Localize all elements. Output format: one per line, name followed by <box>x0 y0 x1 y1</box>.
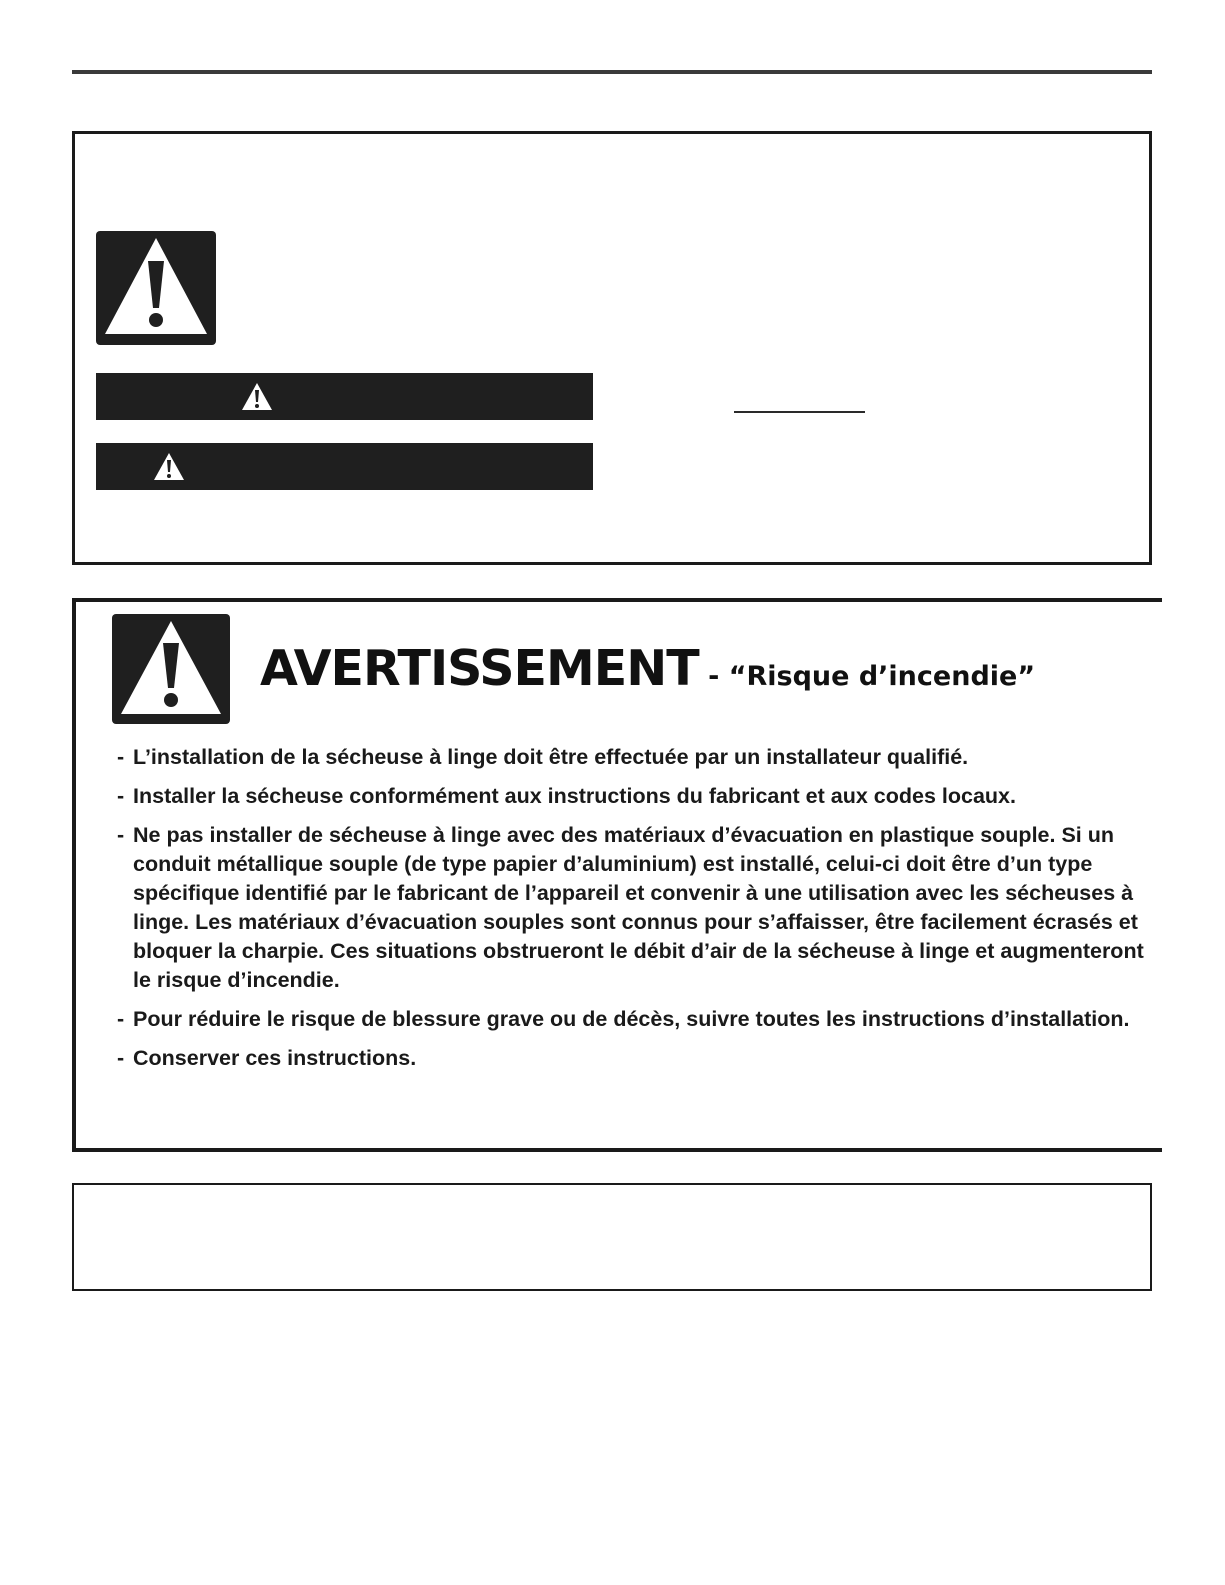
underline-mark <box>734 411 865 413</box>
warning-item: - Ne pas installer de sécheuse à linge avec des matériaux d’évacuation en plastique souple. Si un conduit métallique souple (de type papier d’aluminium) est installé, celui-ci doit être d’un type spécifique identifié par le fabricant de l’appareil et convenir à une utilisation avec les sécheuses à linge. Les matériaux d’évacuation souples sont connus pour s’affaisser, être facilement écrasés et bloquer la charpie. Ces situations obstrueront le débit d’air de la sécheuse à linge et augmenteront le risque d’incendie. <box>117 821 1157 995</box>
warning-separator: - <box>698 661 729 692</box>
warning-signal-word: AVERTISSEMENT <box>260 640 699 697</box>
warning-item: - Pour réduire le risque de blessure grave ou de décès, suivre toutes les instructions d’installation. <box>117 1005 1157 1034</box>
header-rule <box>72 70 1152 74</box>
warning-item: - Installer la sécheuse conformément aux instructions du fabricant et aux codes locaux. <box>117 782 1157 811</box>
warning-item: - L’installation de la sécheuse à linge doit être effectuée par un installateur qualifié. <box>117 743 1157 772</box>
warning-signal-bar <box>96 443 593 490</box>
warning-triangle-icon <box>241 382 273 416</box>
safety-section-box <box>72 131 1152 565</box>
danger-signal-bar <box>96 373 593 420</box>
warning-triangle-icon <box>153 452 185 486</box>
warning-subtitle: “Risque d’incendie” <box>728 661 1036 692</box>
safety-alert-symbol-icon <box>112 614 230 724</box>
note-box <box>72 1183 1152 1291</box>
safety-alert-symbol-icon <box>96 231 216 345</box>
warning-item: - Conserver ces instructions. <box>117 1044 1157 1073</box>
warning-heading <box>260 640 1035 697</box>
warning-list <box>117 743 1157 1083</box>
